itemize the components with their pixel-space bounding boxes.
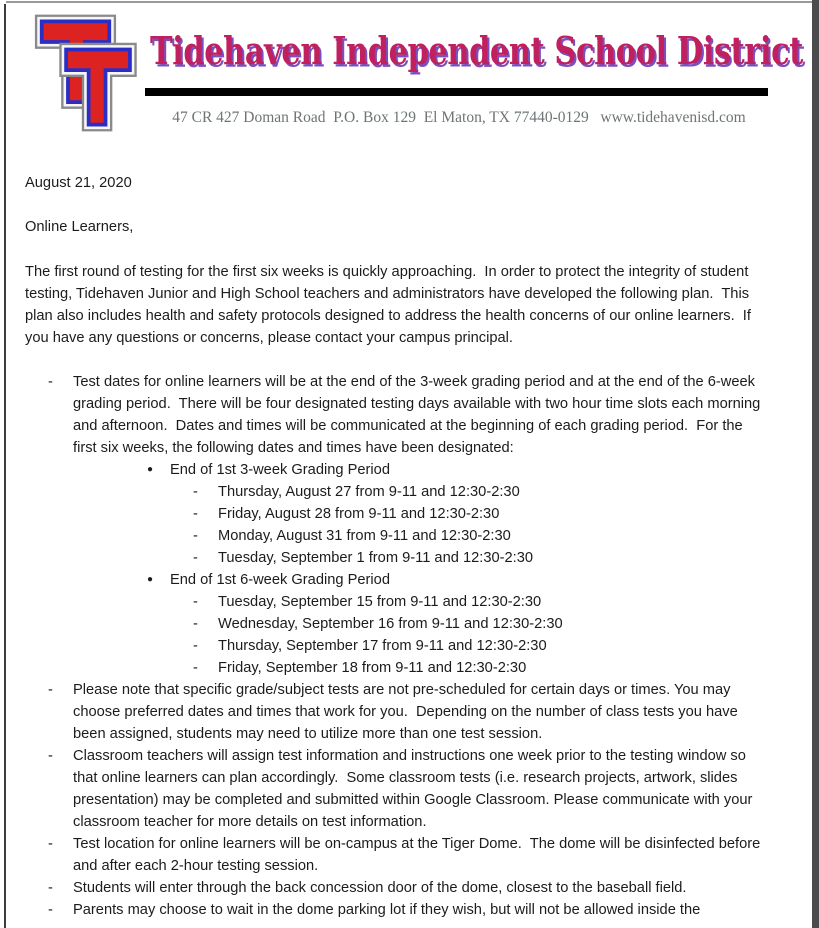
dash-marker: - (193, 550, 198, 566)
letterhead-rule (145, 88, 768, 96)
day-text: Friday, September 18 from 9-11 and 12:30-2:30 (218, 660, 527, 676)
dash-marker: - (193, 660, 198, 676)
period2-title: End of 1st 6-week Grading Period (170, 572, 390, 588)
dash-marker: - (48, 682, 53, 698)
list-item-period1-title (25, 459, 770, 481)
list-item-text: Test dates for online learners will be at the end of the 3-week grading period and at the end of the 6-week grading period. There will be four designated testing days available with two hour time slots each morning and afternoon. Dates and times will be communicated at the beginning of each grading period. For the first six weeks, the following dates and times have been designated: (73, 374, 765, 456)
list-item-day (25, 547, 770, 569)
letter-salutation: Online Learners, (25, 219, 134, 235)
dash-marker: - (48, 374, 53, 390)
dash-marker: - (193, 594, 198, 610)
list-item-text: Students will enter through the back concession door of the dome, closest to the baseball field. (73, 880, 687, 896)
list-item-day (25, 525, 770, 547)
dash-marker: - (193, 528, 198, 544)
bullet-marker: ● (147, 574, 154, 585)
list-item-test-location (25, 833, 770, 877)
list-item-day (25, 503, 770, 525)
letter-list (25, 371, 770, 921)
dash-marker: - (48, 836, 53, 852)
dash-marker: - (193, 484, 198, 500)
double-t-logo (28, 12, 138, 134)
dash-marker: - (193, 616, 198, 632)
day-text: Thursday, August 27 from 9-11 and 12:30-2:30 (218, 484, 520, 500)
list-item-period2-title (25, 569, 770, 591)
dash-marker: - (48, 902, 53, 918)
day-text: Monday, August 31 from 9-11 and 12:30-2:30 (218, 528, 511, 544)
day-text: Tuesday, September 15 from 9-11 and 12:30-2:30 (218, 594, 542, 610)
day-text: Thursday, September 17 from 9-11 and 12:30-2:30 (218, 638, 547, 654)
district-address: 47 CR 427 Doman Road P.O. Box 129 El Maton, TX 77440-0129 www.tidehavenisd.com (172, 109, 746, 126)
day-text: Wednesday, September 16 from 9-11 and 12:30-2:30 (218, 616, 563, 632)
list-item-partial (25, 899, 770, 921)
letterhead (0, 0, 819, 150)
list-item-day (25, 657, 770, 679)
list-item-test-dates (25, 371, 770, 459)
dash-marker: - (193, 506, 198, 522)
letter-intro-paragraph: The first round of testing for the first six weeks is quickly approaching. In order to protect the integrity of student testing, Tidehaven Junior and High School teachers and administrators have developed the following plan. This plan also includes health and safety protocols designed to address the health concerns of our online learners. If you have any questions or concerns, please contact your campus principal. (25, 264, 756, 346)
letter-date: August 21, 2020 (25, 175, 132, 191)
period1-title: End of 1st 3-week Grading Period (170, 462, 390, 478)
district-name: Tidehaven Independent School District (150, 28, 803, 73)
list-item-day (25, 591, 770, 613)
dash-marker: - (193, 638, 198, 654)
list-item-students-enter (25, 877, 770, 899)
list-item-text: Classroom teachers will assign test information and instructions one week prior to the testing window so that online learners can plan accordingly. Some classroom tests (i.e. research projects, artwork, slides presentation) may be completed and submitted within Google Classroom. Please communicate with your classroom teacher for more details on test information. (73, 748, 757, 830)
bullet-marker: ● (147, 464, 154, 475)
list-item-text: Parents may choose to wait in the dome parking lot if they wish, but will not be allowed inside the (73, 902, 701, 918)
day-text: Tuesday, September 1 from 9-11 and 12:30-2:30 (218, 550, 534, 566)
list-item-day (25, 635, 770, 657)
list-item-classroom-teachers (25, 745, 770, 833)
dash-marker: - (48, 748, 53, 764)
list-item-text: Test location for online learners will be on-campus at the Tiger Dome. The dome will be disinfected before and after each 2-hour testing session. (73, 836, 765, 874)
list-item-day (25, 613, 770, 635)
letter-body (25, 172, 770, 921)
list-item-day (25, 481, 770, 503)
list-item-please-note (25, 679, 770, 745)
day-text: Friday, August 28 from 9-11 and 12:30-2:30 (218, 506, 500, 522)
dash-marker: - (48, 880, 53, 896)
list-item-text: Please note that specific grade/subject tests are not pre-scheduled for certain days or times. You may choose preferred dates and times that work for you. Depending on the number of class tests you have been assigned, students may need to utilize more than one test session. (73, 682, 742, 742)
